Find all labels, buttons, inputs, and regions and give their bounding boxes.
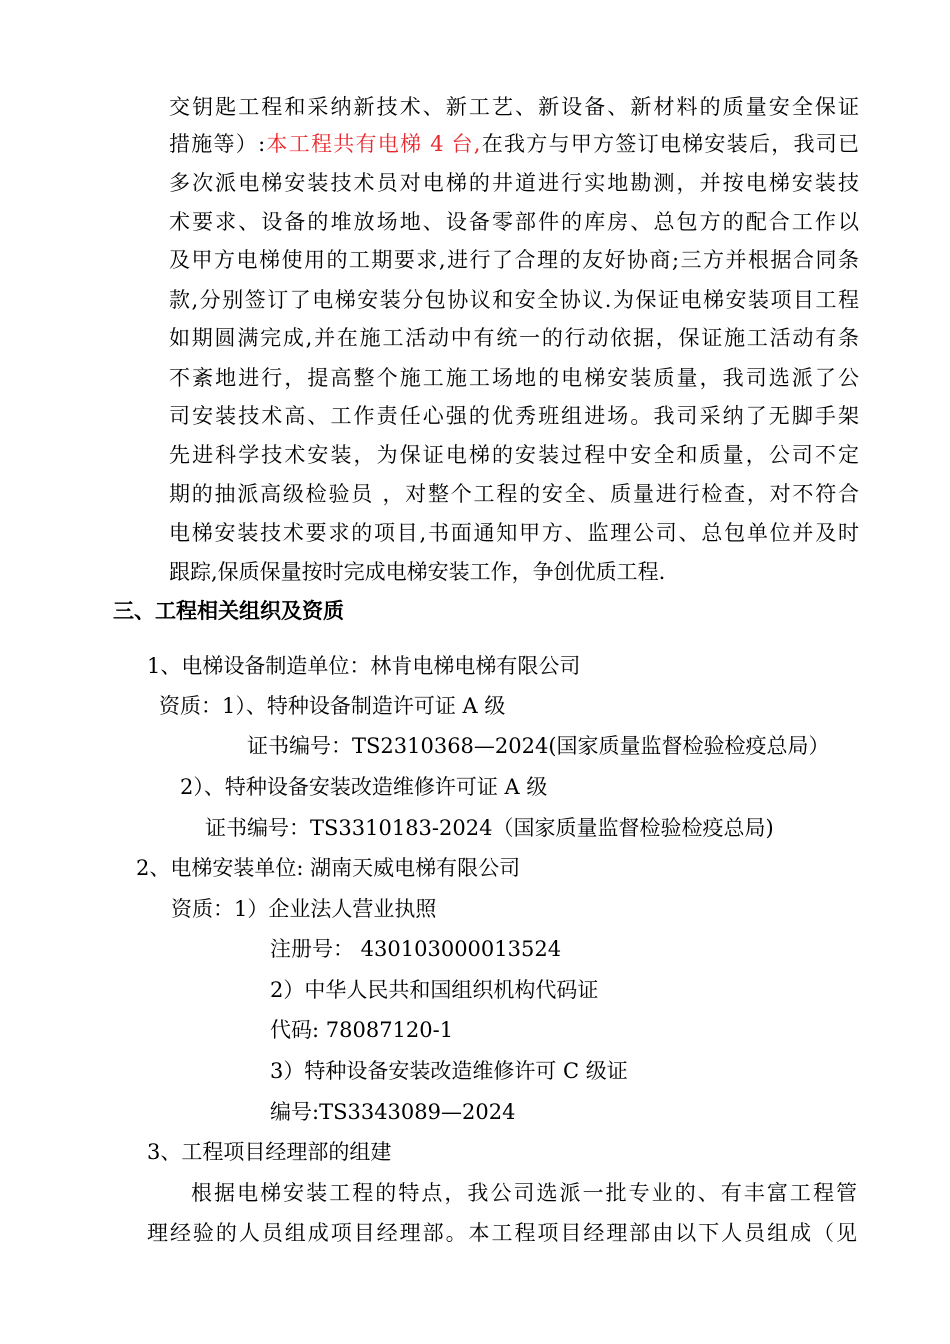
installer-qualification-1: 资质：1）企业法人营业执照 bbox=[171, 897, 437, 921]
section-heading: 三、工程相关组织及资质 bbox=[113, 598, 344, 623]
manufacturer-qualification-2: 2）、特种设备安装改造维修许可证 A 级 bbox=[180, 775, 548, 799]
paragraph-line: 多次派电梯安装技术员对电梯的井道进行实地勘测，并按电梯安装技 bbox=[169, 171, 859, 195]
paragraph-line: 交钥匙工程和采纳新技术、新工艺、新设备、新材料的质量安全保证 bbox=[169, 95, 859, 119]
organization-code: 代码: 78087120-1 bbox=[270, 1018, 454, 1042]
paragraph-line: 根据电梯安装工程的特点，我公司选派一批专业的、有丰富工程管 bbox=[191, 1181, 857, 1205]
paragraph-line: 期的抽派高级检验员 ，对整个工程的安全、质量进行检查，对不符合 bbox=[169, 482, 859, 506]
paragraph-line: 款,分别签订了电梯安装分包协议和安全协议.为保证电梯安装项目工程 bbox=[169, 288, 859, 312]
paragraph-line: 先进科学技术安装，为保证电梯的安装过程中安全和质量，公司不定 bbox=[169, 443, 859, 467]
paragraph-line: 跟踪,保质保量按时完成电梯安装工作，争创优质工程. bbox=[169, 560, 666, 584]
installer-qualification-2: 2）中华人民共和国组织机构代码证 bbox=[270, 978, 599, 1002]
paragraph-line: 电梯安装技术要求的项目,书面通知甲方、监理公司、总包单位并及时 bbox=[169, 521, 859, 545]
manufacturer-certificate-2: 证书编号：TS3310183-2024（国家质量监督检验检疫总局) bbox=[205, 816, 774, 840]
paragraph-line: 术要求、设备的堆放场地、设备零部件的库房、总包方的配合工作以 bbox=[169, 210, 859, 234]
registration-number: 注册号： 430103000013524 bbox=[270, 937, 562, 961]
installer-qualification-3: 3）特种设备安装改造维修许可 C 级证 bbox=[270, 1059, 628, 1083]
paragraph-line: 及甲方电梯使用的工期要求,进行了合理的友好协商;三方并根据合同条 bbox=[169, 248, 859, 272]
manufacturer-qualification-1: 资质：1）、特种设备制造许可证 A 级 bbox=[159, 694, 506, 718]
paragraph-line: 司安装技术高、工作责任心强的优秀班组进场。我司采纳了无脚手架 bbox=[169, 404, 859, 428]
installer-title: 2、电梯安装单位: 湖南天威电梯有限公司 bbox=[136, 856, 521, 880]
paragraph-line: 理经验的人员组成项目经理部。本工程项目经理部由以下人员组成（见 bbox=[147, 1221, 857, 1245]
paragraph-line: 不紊地进行，提高整个施工施工场地的电梯安装质量，我司选派了公 bbox=[169, 366, 859, 390]
line-suffix: 在我方与甲方签订电梯安装后，我司已 bbox=[480, 132, 860, 156]
manufacturer-certificate-1: 证书编号：TS2310368—2024(国家质量监督检验检疫总局） bbox=[247, 734, 830, 758]
license-number: 编号:TS3343089—2024 bbox=[270, 1100, 516, 1124]
highlighted-elevator-count: 本工程共有电梯 4 台, bbox=[265, 132, 481, 156]
paragraph-line bbox=[169, 129, 859, 159]
manufacturer-title: 1、电梯设备制造单位：林肯电梯电梯有限公司 bbox=[147, 654, 581, 678]
line-prefix: 措施等）: bbox=[169, 132, 266, 156]
paragraph-line: 如期圆满完成,并在施工活动中有统一的行动依据，保证施工活动有条 bbox=[169, 326, 859, 350]
project-team-title: 3、工程项目经理部的组建 bbox=[147, 1140, 392, 1164]
